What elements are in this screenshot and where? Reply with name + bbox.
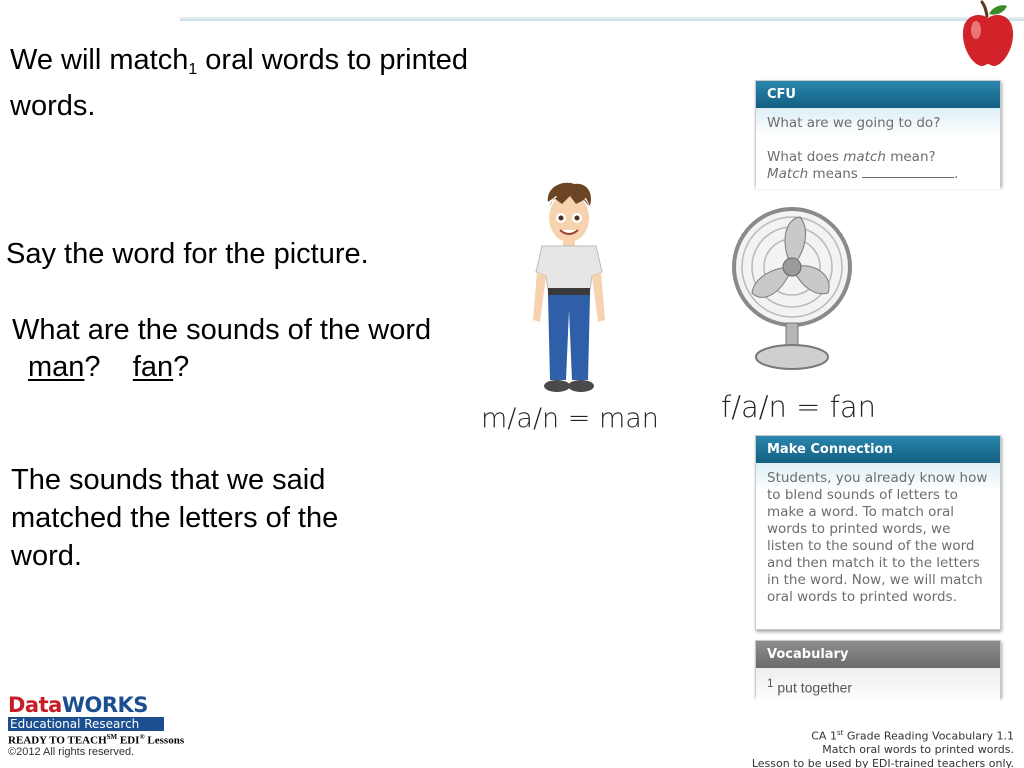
vocabulary-title: Vocabulary [756, 641, 1000, 668]
man-caption: m/a/n = man [481, 403, 659, 434]
apple-icon [960, 0, 1016, 70]
cfu-text: mean? [885, 149, 936, 165]
logo-works: WORKS [61, 693, 148, 717]
vocabulary-box [755, 640, 1001, 697]
ready-text: READY TO TEACH [8, 734, 107, 747]
objective-footnote: 1 [188, 61, 198, 78]
fan-caption: f/a/n = fan [721, 390, 876, 424]
learning-objective-label: Learning Objective [10, 13, 170, 31]
cfu-question-1: What are we going to do? [767, 115, 941, 131]
objective-text-part: We will match [10, 44, 189, 76]
objective-text [10, 42, 550, 125]
sounds-question-text: What are the sounds of the word [12, 314, 432, 346]
cfu-text: What does [767, 149, 844, 165]
make-connection-title: Make Connection [756, 436, 1000, 463]
activate-prior-knowledge-label: Activate Prior Knowledge [10, 178, 226, 196]
vocabulary-text: put together [773, 679, 853, 696]
answer-blank [862, 166, 954, 178]
cfu-text: . [954, 166, 959, 182]
fan-picture [730, 205, 858, 375]
ready-text: EDI [117, 734, 140, 747]
lesson-text: CA 1 [811, 729, 837, 743]
matched-statement: The sounds that we said matched the letters of the word. [11, 464, 339, 572]
cfu-emphasis: Match [767, 166, 809, 182]
question-mark: ? [84, 351, 101, 383]
activate-prior-knowledge-banner [0, 173, 250, 201]
cfu-body [756, 108, 1000, 189]
man-picture [528, 180, 610, 400]
vocabulary-footnote: 1 [767, 677, 774, 690]
make-connection-box [755, 435, 1001, 630]
lesson-text: Grade Reading Vocabulary 1.1 [843, 729, 1014, 743]
cfu-box [755, 80, 1001, 186]
service-mark: SM [106, 733, 118, 741]
cfu-question-3 [767, 166, 990, 183]
cfu-title: CFU [756, 81, 1000, 108]
make-connection-text: Students, you already know how to blend sounds of letters to make a word. To match oral words to printed words, we listen to the sound of the word and then match it to the letters in the word. Now, we will match oral words to printed words. [756, 463, 1000, 612]
word-fan: fan [132, 351, 174, 383]
logo-wordmark [8, 695, 166, 716]
lesson-line-1 [752, 727, 1014, 743]
cfu-text: means [808, 166, 863, 182]
cfu-question-2 [767, 149, 990, 166]
cfu-emphasis: match [843, 149, 886, 165]
sounds-question [12, 312, 482, 386]
header-rule [180, 17, 1024, 21]
dataworks-logo [8, 695, 166, 729]
registered-mark: ® [139, 733, 145, 741]
lesson-info [752, 727, 1014, 768]
copyright: ©2012 All rights reserved. [8, 746, 135, 758]
logo-subtitle: Educational Research [8, 717, 164, 731]
logo-data: Data [8, 693, 62, 717]
ordinal-suffix: st [836, 729, 844, 737]
vocabulary-definition [756, 668, 1000, 703]
sounds-words [12, 349, 482, 386]
word-man: man [28, 351, 85, 383]
ready-to-teach [8, 733, 184, 747]
question-mark: ? [173, 351, 190, 383]
objective-text-part: oral words to printed words. [10, 44, 469, 122]
lesson-line-2: Match oral words to printed words. [822, 743, 1014, 757]
lesson-line-3: Lesson to be used by EDI-trained teachers only. [751, 756, 1014, 768]
learning-objective-banner [0, 8, 196, 36]
say-prompt: Say the word for the picture. [6, 238, 369, 270]
ready-text: Lessons [144, 734, 185, 747]
